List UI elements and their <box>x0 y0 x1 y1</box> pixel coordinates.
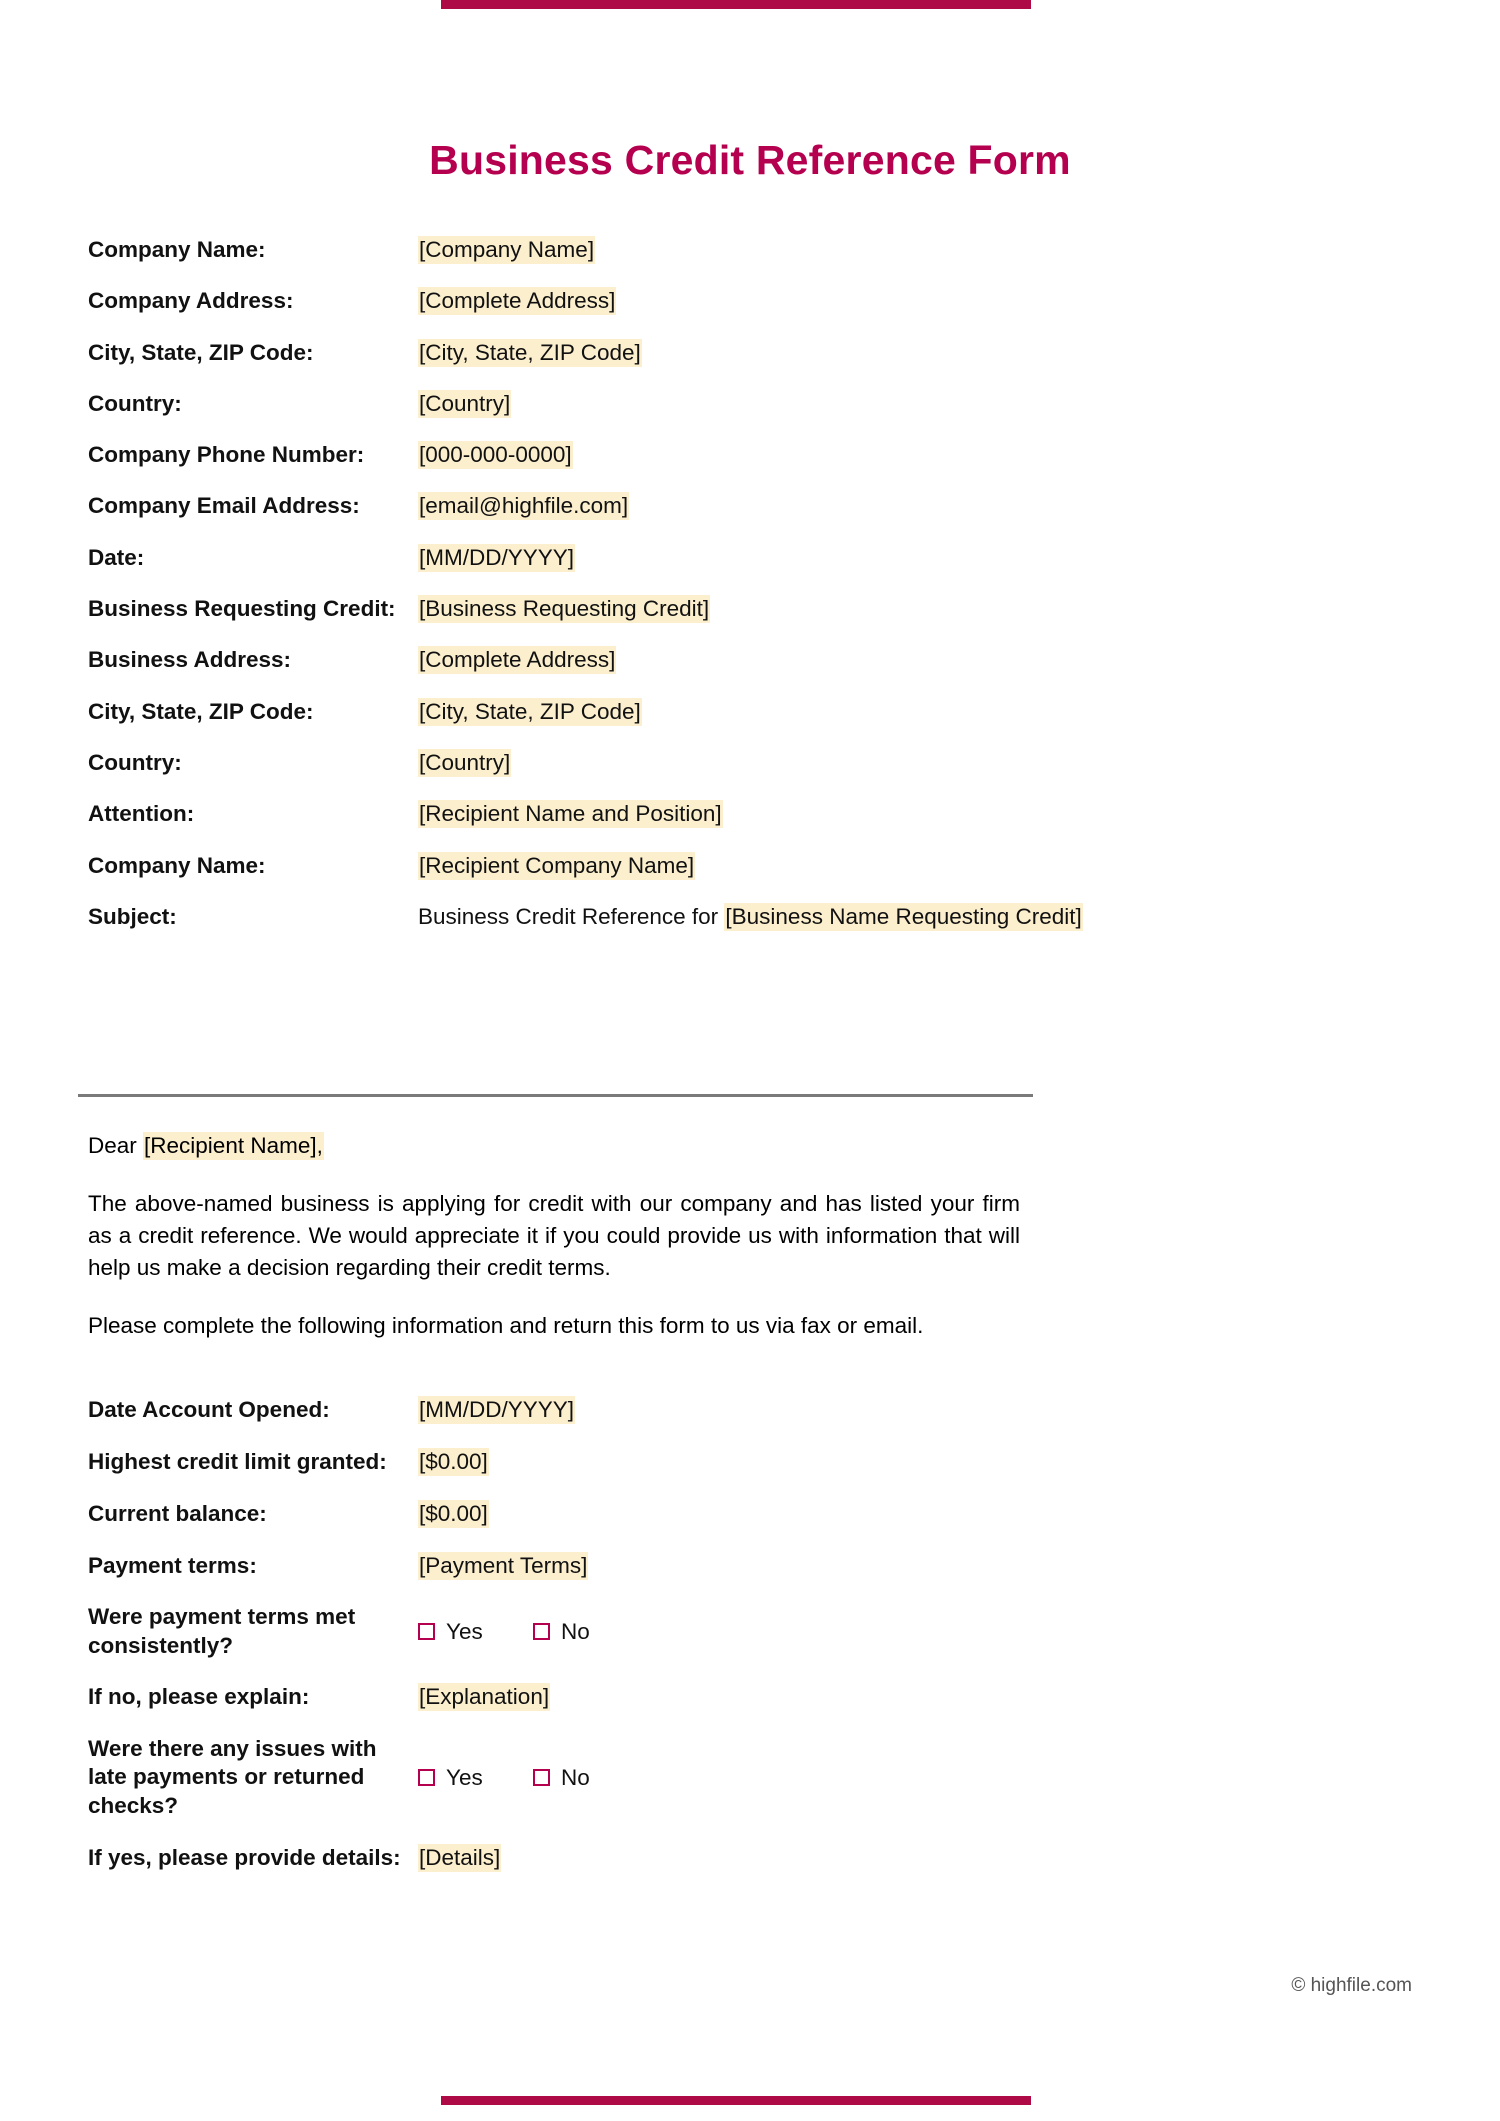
bottom-accent-bar <box>441 2096 1031 2105</box>
field-label: Were payment terms met consistently? <box>88 1604 356 1658</box>
field-value-placeholder[interactable]: [Explanation] <box>419 1684 550 1710</box>
field-label: City, State, ZIP Code: <box>88 698 314 724</box>
checkbox-yes-label: Yes <box>446 1618 483 1644</box>
form-field-row <box>88 749 1418 778</box>
field-label: Current balance: <box>88 1500 267 1526</box>
subject-prefix: Business Credit Reference for <box>418 903 725 929</box>
form-field-row <box>88 441 1418 470</box>
greeting-recipient-placeholder: [Recipient Name], <box>144 1133 323 1158</box>
checkbox-no-label: No <box>561 1618 590 1644</box>
field-value-placeholder[interactable]: [Country] <box>419 749 511 775</box>
form-field-row <box>88 287 1418 316</box>
field-value-placeholder[interactable]: [Recipient Name and Position] <box>419 801 722 827</box>
credit-history-block <box>88 1395 1418 1895</box>
field-value[interactable] <box>418 1448 489 1477</box>
subject-label: Subject: <box>88 903 177 929</box>
form-field-row <box>88 1735 1418 1821</box>
field-value[interactable] <box>418 390 511 419</box>
greeting-prefix: Dear <box>88 1133 144 1158</box>
field-value[interactable] <box>418 1844 501 1873</box>
checkbox-yes-icon[interactable] <box>418 1769 435 1786</box>
field-value-placeholder[interactable]: [Complete Address] <box>419 288 616 314</box>
letter-paragraph-1: The above-named business is applying for credit with our company and has listed your firm as a credit reference. We would appreciate it if you could provide us with information that will help us make a decision regarding their credit terms. <box>88 1191 1020 1281</box>
page-title: Business Credit Reference Form <box>429 137 1071 183</box>
field-label: Country: <box>88 390 182 416</box>
field-value-placeholder[interactable]: [Business Requesting Credit] <box>419 596 710 622</box>
form-field-row <box>88 595 1418 624</box>
field-value-placeholder[interactable]: [000-000-0000] <box>419 442 572 468</box>
checkbox-option-yes[interactable] <box>418 1619 533 1645</box>
subject-placeholder[interactable]: [Business Name Requesting Credit] <box>725 903 1082 929</box>
field-value-placeholder[interactable]: [Details] <box>419 1844 501 1870</box>
field-value[interactable] <box>418 339 642 368</box>
form-field-row <box>88 698 1418 727</box>
field-value[interactable] <box>418 492 629 521</box>
form-field-row <box>88 1499 1418 1529</box>
form-field-row <box>88 646 1418 675</box>
field-value[interactable] <box>418 749 511 778</box>
checkbox-option-yes[interactable] <box>418 1765 533 1791</box>
field-value[interactable] <box>418 646 616 675</box>
checkbox-no-icon[interactable] <box>533 1623 550 1640</box>
form-field-row <box>88 1843 1418 1873</box>
field-value-placeholder[interactable]: [Payment Terms] <box>419 1552 588 1578</box>
field-value[interactable] <box>418 1500 489 1529</box>
form-field-row <box>88 1603 1418 1661</box>
field-label: Company Name: <box>88 852 266 878</box>
form-field-row <box>88 800 1418 829</box>
field-value[interactable] <box>418 1683 550 1712</box>
field-label: Company Email Address: <box>88 493 360 519</box>
field-label: City, State, ZIP Code: <box>88 339 314 365</box>
field-label: Company Address: <box>88 288 294 314</box>
top-accent-bar <box>441 0 1031 9</box>
field-value-placeholder[interactable]: [MM/DD/YYYY] <box>419 544 575 570</box>
checkbox-yes-icon[interactable] <box>418 1623 435 1640</box>
field-value-placeholder[interactable]: [City, State, ZIP Code] <box>419 698 641 724</box>
field-label: Company Name: <box>88 237 266 262</box>
field-value-placeholder[interactable]: [MM/DD/YYYY] <box>419 1396 575 1422</box>
field-value-placeholder[interactable]: [Company Name] <box>419 237 595 262</box>
subject-row <box>88 903 1418 932</box>
field-label: Highest credit limit granted: <box>88 1448 387 1474</box>
form-field-row <box>88 492 1418 521</box>
field-label: Attention: <box>88 801 195 827</box>
form-field-row <box>88 1395 1418 1425</box>
field-value[interactable] <box>418 236 595 265</box>
field-value[interactable] <box>418 800 723 829</box>
sender-information-block <box>88 236 1418 954</box>
field-label: Date Account Opened: <box>88 1396 330 1422</box>
checkbox-no-label: No <box>561 1764 590 1790</box>
field-label: If yes, please provide details: <box>88 1844 401 1870</box>
field-label: If no, please explain: <box>88 1684 310 1710</box>
greeting-line <box>88 1131 1020 1160</box>
field-value[interactable] <box>418 1552 588 1581</box>
field-value[interactable] <box>418 441 573 470</box>
checkbox-group <box>418 1765 590 1791</box>
field-label: Date: <box>88 544 145 570</box>
letter-body-block <box>88 1131 1020 1368</box>
field-value-placeholder[interactable]: [Country] <box>419 390 511 416</box>
field-value[interactable] <box>418 287 616 316</box>
field-label: Company Phone Number: <box>88 442 365 468</box>
form-field-row <box>88 390 1418 419</box>
section-divider <box>78 1094 1033 1097</box>
field-value-placeholder[interactable]: [email@highfile.com] <box>419 493 629 519</box>
field-value[interactable] <box>418 595 710 624</box>
form-field-row <box>88 1551 1418 1581</box>
field-label: Country: <box>88 749 182 775</box>
field-value[interactable] <box>418 852 695 881</box>
checkbox-yes-label: Yes <box>446 1764 483 1790</box>
field-value-placeholder[interactable]: [Complete Address] <box>419 647 616 673</box>
checkbox-option-no[interactable] <box>533 1765 590 1791</box>
footer-copyright: © highfile.com <box>1291 1975 1412 1996</box>
field-label: Payment terms: <box>88 1552 257 1578</box>
field-value[interactable] <box>418 544 575 573</box>
form-field-row <box>88 852 1418 881</box>
form-field-row <box>88 339 1418 368</box>
form-field-row <box>88 236 1418 265</box>
checkbox-group <box>418 1619 590 1645</box>
field-value-placeholder[interactable]: [City, State, ZIP Code] <box>419 339 641 365</box>
checkbox-no-icon[interactable] <box>533 1769 550 1786</box>
field-label: Business Address: <box>88 647 291 673</box>
field-value[interactable] <box>418 1396 575 1425</box>
field-label: Were there any issues with late payments or returned checks? <box>88 1735 377 1819</box>
field-label: Business Requesting Credit: <box>88 596 396 622</box>
form-field-row <box>88 1683 1418 1713</box>
form-field-row <box>88 544 1418 573</box>
checkbox-option-no[interactable] <box>533 1619 590 1645</box>
field-value-placeholder[interactable]: [$0.00] <box>419 1448 488 1474</box>
field-value-placeholder[interactable]: [$0.00] <box>419 1500 488 1526</box>
form-field-row <box>88 1447 1418 1477</box>
subject-value[interactable] <box>418 903 1083 932</box>
field-value[interactable] <box>418 698 642 727</box>
field-value-placeholder[interactable]: [Recipient Company Name] <box>419 852 695 878</box>
letter-paragraph-2: Please complete the following information and return this form to us via fax or email. <box>88 1313 924 1339</box>
